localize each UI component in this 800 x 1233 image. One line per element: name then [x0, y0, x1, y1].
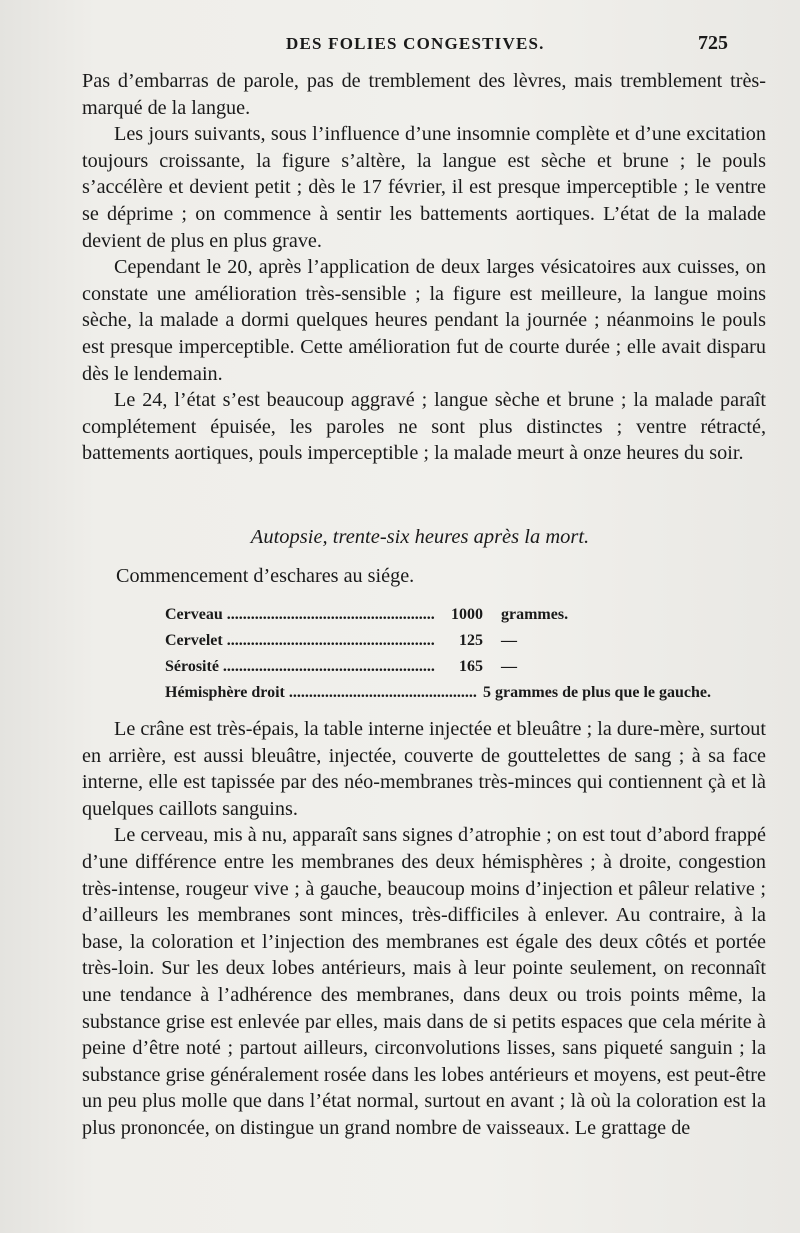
paragraph-3: Cependant le 20, après l’application de deux larges vésicatoires aux cuisses, on constate une amélioration très-sensible ; la figure est meilleure, la langue moins sèche, la malade a dormi quelques heures pendant la journée ; néanmoins le pouls est presque imperceptible. Cette amélioration fut de courte durée ; elle avait disparu dès le lendemain. — [82, 256, 766, 385]
weight-row — [165, 628, 755, 654]
paragraph-4: Le 24, l’état s’est beaucoup aggravé ; langue sèche et brune ; la malade paraît complétement épuisée, les paroles ne sont plus distinctes ; ventre rétracté, battements aortiques, pouls imperceptible ; la malade meurt à onze heures du soir. — [82, 389, 766, 465]
running-title: DES FOLIES CONGESTIVES. — [286, 34, 545, 53]
weight-row — [165, 654, 755, 680]
body-text-bottom — [82, 716, 766, 1142]
weight-label: Cerveau ..... — [165, 602, 435, 628]
weight-unit: grammes. — [501, 606, 569, 623]
paragraph-1: Pas d’embarras de parole, pas de tremblement des lèvres, mais tremblement très-marqué de la langue. — [82, 70, 766, 119]
autopsy-heading: Autopsie, trente-six heures après la mort. — [250, 526, 590, 548]
weight-value: 1000 — [451, 606, 483, 623]
page-number: 725 — [698, 32, 728, 54]
page-header — [0, 34, 800, 60]
weight-value: 5 grammes de plus que le gauche. — [483, 684, 711, 701]
weight-value: 125 — [459, 632, 483, 649]
weight-unit: — — [501, 658, 517, 675]
escharres-line: Commencement d’eschares au siége. — [116, 565, 415, 587]
weight-label: Sérosité ..... — [165, 654, 435, 680]
weight-label: Cervelet ..... — [165, 628, 435, 654]
body-text-top — [82, 68, 766, 467]
paragraph-5: Le crâne est très-épais, la table interne injectée et bleuâtre ; la dure-mère, surtout en arrière, est aussi bleuâtre, injectée, couverte de gouttelettes de sang ; à sa face interne, elle est tapissée par des néo-membranes très-minces qui contiennent çà et là quelques caillots sanguins. — [82, 718, 766, 820]
weight-row — [165, 680, 755, 706]
paragraph-2: Les jours suivants, sous l’influence d’une insomnie complète et d’une excitation toujours croissante, la figure s’altère, la langue est sèche et brune ; le pouls s’accélère et devient petit ; dès le 17 février, il est presque imperceptible ; le ventre se déprime ; on commence à sentir les battements aortiques. L’état de la malade devient de plus en plus grave. — [82, 123, 766, 252]
weight-value: 165 — [459, 658, 483, 675]
weights-table — [165, 602, 755, 706]
weight-unit — [711, 680, 729, 706]
weight-row — [165, 602, 755, 628]
paragraph-6: Le cerveau, mis à nu, apparaît sans signes d’atrophie ; on est tout d’abord frappé d’une différence entre les membranes des deux hémisphères ; à droite, congestion très-intense, rougeur vive ; à gauche, beaucoup moins d’injection et pâleur relative ; d’ailleurs les membranes sont minces, très-difficiles à enlever. Au contraire, à la base, la coloration et l’injection des membranes est égale des deux côtés et portée très-loin. Sur les deux lobes antérieurs, mais à leur pointe seulement, on reconnaît une tendance à l’adhérence des membranes, dans deux ou trois points même, la substance grise est enlevée par elles, mais dans de si petits espaces que cela mérite à peine d’être noté ; partout ailleurs, circonvolutions lisses, sans piqueté sanguin ; la substance grise généralement rosée dans les lobes antérieurs et moyens, est peut-être un peu plus molle que dans l’état normal, surtout en avant ; là où la coloration est la plus prononcée, on distingue un grand nombre de vaisseaux. Le grattage de — [82, 824, 766, 1139]
weight-unit: — — [501, 632, 517, 649]
weight-label: Hémisphère droit ..... — [165, 680, 477, 706]
